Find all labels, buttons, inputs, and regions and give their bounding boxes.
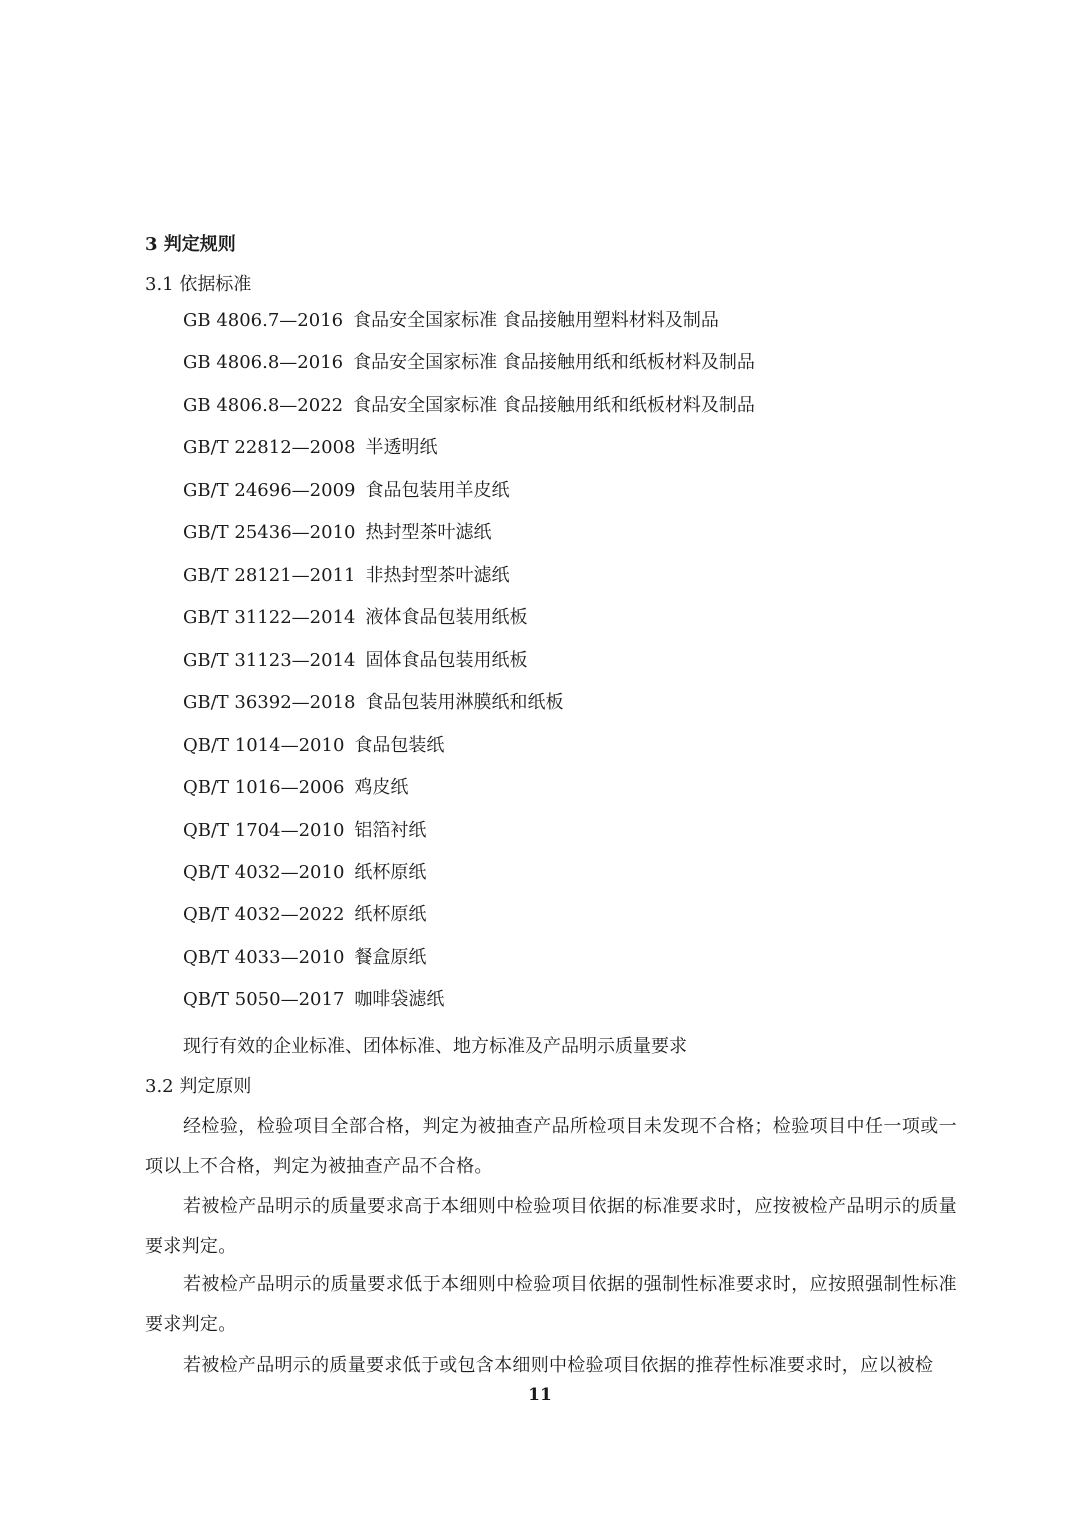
- standard-code: GB/T 31123—2014: [183, 650, 356, 671]
- page-number: 11: [528, 1385, 552, 1405]
- standard-title: 食品包装用淋膜纸和纸板: [365, 692, 564, 713]
- standard-code: GB/T 36392—2018: [183, 692, 356, 713]
- standard-code: QB/T 1014—2010: [183, 735, 345, 756]
- standard-item: [183, 479, 509, 503]
- standard-code: QB/T 4033—2010: [183, 947, 345, 968]
- standard-code: GB/T 22812—2008: [183, 437, 356, 458]
- subsection-heading-principles: 3.2 判定原则: [145, 1076, 252, 1097]
- standard-item: [183, 903, 426, 927]
- standard-title: 鸡皮纸: [354, 777, 409, 798]
- standard-item: [183, 691, 563, 715]
- standard-title: 液体食品包装用纸板: [365, 607, 528, 628]
- standard-code: GB/T 25436—2010: [183, 522, 356, 543]
- standard-code: GB 4806.7—2016: [183, 310, 344, 331]
- standard-code: GB/T 24696—2009: [183, 480, 356, 501]
- standard-code: QB/T 5050—2017: [183, 989, 345, 1010]
- standard-title: 非热封型茶叶滤纸: [365, 565, 510, 586]
- subsection-heading-basis: 3.1 依据标准: [145, 274, 252, 295]
- standard-item: [183, 436, 437, 460]
- standard-code: QB/T 4032—2022: [183, 904, 345, 925]
- standard-title: 餐盒原纸: [354, 947, 427, 968]
- standard-code: GB/T 31122—2014: [183, 607, 356, 628]
- other-standards-text: 现行有效的企业标准、团体标准、地方标准及产品明示质量要求: [183, 1036, 687, 1057]
- standard-title: 热封型茶叶滤纸: [365, 522, 492, 543]
- standard-item: [183, 309, 719, 333]
- standard-title: 食品包装纸: [354, 735, 445, 756]
- principle-paragraph: 若被检产品明示的质量要求低于本细则中检验项目依据的强制性标准要求时，应按照强制性标准要求判定。: [145, 1274, 957, 1335]
- standard-code: GB/T 28121—2011: [183, 565, 356, 586]
- standard-code: GB 4806.8—2022: [183, 395, 344, 416]
- standard-item: [183, 946, 426, 970]
- standard-code: GB 4806.8—2016: [183, 352, 344, 373]
- standard-item: [183, 394, 755, 418]
- standard-item: [183, 734, 444, 758]
- standard-title: 食品安全国家标准 食品接触用塑料材料及制品: [353, 310, 719, 331]
- standard-title: 食品安全国家标准 食品接触用纸和纸板材料及制品: [353, 395, 755, 416]
- standard-item: [183, 649, 527, 673]
- principle-paragraph: 经检验，检验项目全部合格，判定为被抽查产品所检项目未发现不合格；检验项目中任一项或一项以上不合格，判定为被抽查产品不合格。: [145, 1116, 957, 1177]
- principle-paragraph: 若被检产品明示的质量要求低于或包含本细则中检验项目依据的推荐性标准要求时，应以被检: [183, 1355, 934, 1376]
- standard-item: [183, 351, 755, 375]
- standard-title: 食品包装用羊皮纸: [365, 480, 510, 501]
- standard-item: [183, 988, 444, 1012]
- standard-item: [183, 521, 491, 545]
- standard-item: [183, 776, 408, 800]
- standard-title: 咖啡袋滤纸: [354, 989, 445, 1010]
- standard-code: QB/T 1704—2010: [183, 820, 345, 841]
- standard-item: [183, 606, 527, 630]
- standard-title: 纸杯原纸: [354, 862, 427, 883]
- standard-code: QB/T 1016—2006: [183, 777, 345, 798]
- standard-item: [183, 564, 509, 588]
- standard-title: 食品安全国家标准 食品接触用纸和纸板材料及制品: [353, 352, 755, 373]
- standard-title: 铝箔衬纸: [354, 820, 427, 841]
- standard-item: [183, 819, 426, 843]
- standard-code: QB/T 4032—2010: [183, 862, 345, 883]
- standard-title: 半透明纸: [365, 437, 438, 458]
- standard-title: 纸杯原纸: [354, 904, 427, 925]
- principle-paragraph: 若被检产品明示的质量要求高于本细则中检验项目依据的标准要求时，应按被检产品明示的质量要求判定。: [145, 1196, 957, 1257]
- standard-item: [183, 861, 426, 885]
- section-heading: 3 判定规则: [145, 234, 236, 255]
- standard-title: 固体食品包装用纸板: [365, 650, 528, 671]
